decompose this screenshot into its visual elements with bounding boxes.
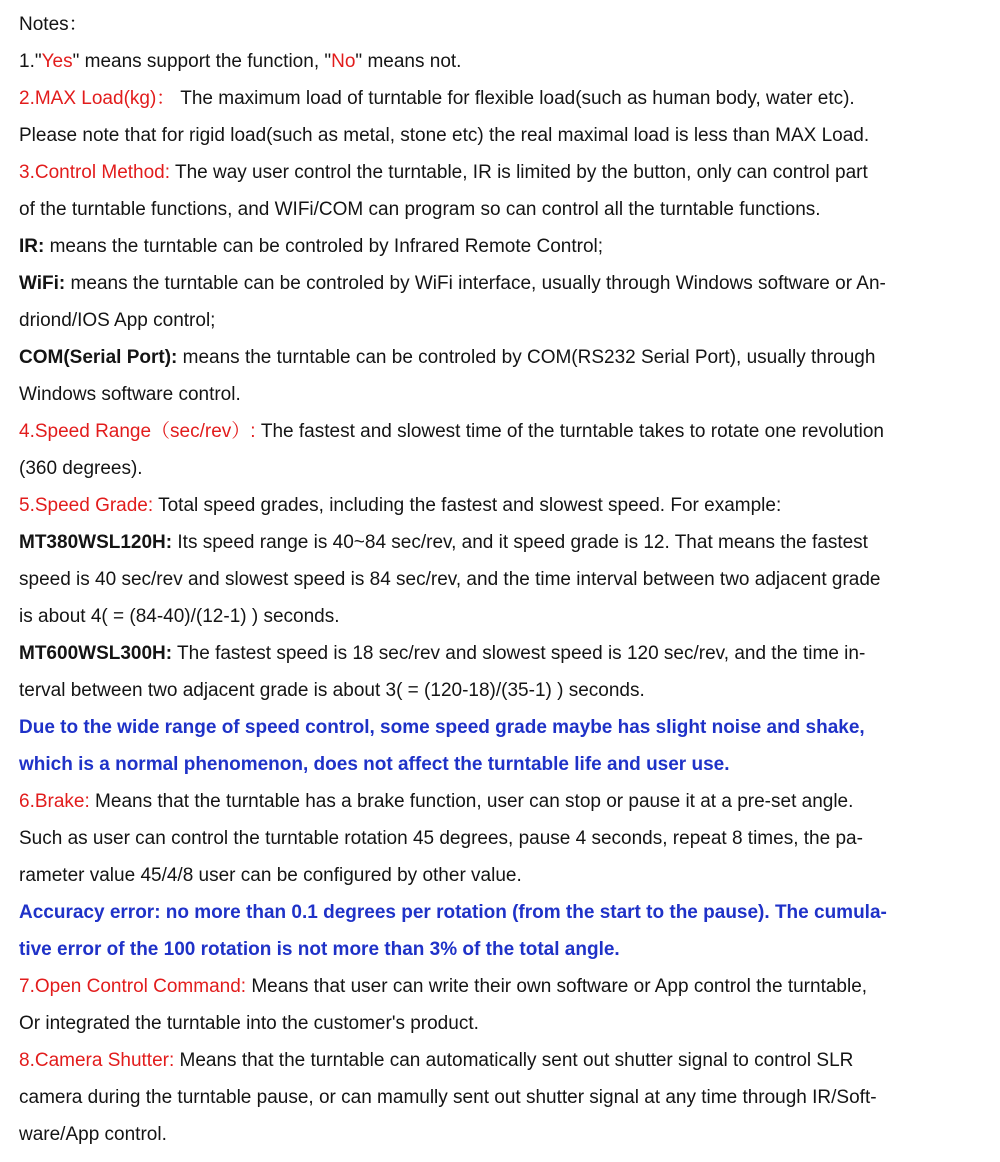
control-ir [19, 228, 994, 265]
note-8-camera-shutter-cont-2 [19, 1116, 994, 1153]
speed-grade-warning-1: Due to the wide range of speed control, some speed grade maybe has slight noise and shake, [19, 717, 865, 738]
brake-text-3: rameter value 45/4/8 user can be configured by other value. [19, 865, 522, 886]
note-1-tail: " means not. [355, 51, 462, 72]
example-1-text-2: speed is 40 sec/rev and slowest speed is 84 sec/rev, and the time interval between two adjacent grade [19, 569, 881, 590]
notes-heading-text: Notes： [19, 14, 88, 35]
speed-range-text-1: The fastest and slowest time of the turntable takes to rotate one revolution [255, 421, 884, 442]
note-8-camera-shutter-cont [19, 1079, 994, 1116]
brake-accuracy [19, 894, 994, 931]
note-1-lead: 1." [19, 51, 42, 72]
speed-grade-label: 5.Speed Grade: [19, 495, 154, 516]
max-load-label: 2.MAX Load(kg)： [19, 88, 176, 109]
speed-grade-warning [19, 709, 994, 746]
brake-label: 6.Brake: [19, 791, 90, 812]
note-3-control-method-cont [19, 191, 994, 228]
example-1-text-3: is about 4( = (84-40)/(12-1) ) seconds. [19, 606, 340, 627]
note-7-open-control [19, 968, 994, 1005]
speed-grade-example-1-cont-2 [19, 598, 994, 635]
note-4-speed-range [19, 413, 994, 450]
camera-shutter-text-3: ware/App control. [19, 1124, 167, 1145]
control-method-label: 3.Control Method: [19, 162, 171, 183]
max-load-text-2: Please note that for rigid load(such as metal, stone etc) the real maximal load is less than MAX Load. [19, 125, 870, 146]
note-1-yes-no [19, 43, 994, 80]
note-8-camera-shutter [19, 1042, 994, 1079]
control-wifi [19, 265, 994, 302]
note-5-speed-grade [19, 487, 994, 524]
open-control-label: 7.Open Control Command: [19, 976, 247, 997]
speed-grade-example-2 [19, 635, 994, 672]
wifi-label: WiFi: [19, 273, 66, 294]
note-7-open-control-cont [19, 1005, 994, 1042]
note-6-brake-cont [19, 820, 994, 857]
brake-accuracy-cont [19, 931, 994, 968]
camera-shutter-label: 8.Camera Shutter: [19, 1050, 175, 1071]
note-6-brake [19, 783, 994, 820]
control-com-cont [19, 376, 994, 413]
speed-range-text-2: (360 degrees). [19, 458, 143, 479]
notes-document [19, 6, 994, 1153]
note-1-mid: " means support the function, " [72, 51, 332, 72]
example-2-model: MT600WSL300H: [19, 643, 173, 664]
ir-text: means the turntable can be controled by Infrared Remote Control; [44, 236, 604, 257]
speed-grade-example-2-cont [19, 672, 994, 709]
control-wifi-cont [19, 302, 994, 339]
note-2-max-load-cont [19, 117, 994, 154]
control-method-text-1: The way user control the turntable, IR is limited by the button, only can control part [170, 162, 868, 183]
speed-grade-example-1 [19, 524, 994, 561]
com-label: COM(Serial Port): [19, 347, 178, 368]
note-6-brake-cont-2 [19, 857, 994, 894]
note-4-speed-range-cont [19, 450, 994, 487]
camera-shutter-text-1: Means that the turntable can automatically sent out shutter signal to control SLR [174, 1050, 854, 1071]
note-2-max-load [19, 80, 994, 117]
speed-grade-example-1-cont [19, 561, 994, 598]
control-com [19, 339, 994, 376]
control-method-text-2: of the turntable functions, and WIFi/COM can program so can control all the turntable functions. [19, 199, 821, 220]
ir-label: IR: [19, 236, 45, 257]
example-2-text-1: The fastest speed is 18 sec/rev and slowest speed is 120 sec/rev, and the time in- [172, 643, 866, 664]
speed-grade-warning-2: which is a normal phenomenon, does not affect the turntable life and user use. [19, 754, 730, 775]
speed-grade-text: Total speed grades, including the fastest and slowest speed. For example: [153, 495, 782, 516]
yes-keyword: Yes [41, 51, 73, 72]
note-3-control-method [19, 154, 994, 191]
camera-shutter-text-2: camera during the turntable pause, or can mamully sent out shutter signal at any time through IR/Soft- [19, 1087, 877, 1108]
accuracy-text-1: Accuracy error: no more than 0.1 degrees per rotation (from the start to the pause). The cumula- [19, 902, 887, 923]
speed-range-label: 4.Speed Range（sec/rev）: [19, 421, 256, 442]
wifi-text-2: driond/IOS App control; [19, 310, 216, 331]
example-2-text-2: terval between two adjacent grade is about 3( = (120-18)/(35-1) ) seconds. [19, 680, 645, 701]
example-1-text-1: Its speed range is 40~84 sec/rev, and it speed grade is 12. That means the fastest [172, 532, 868, 553]
accuracy-text-2: tive error of the 100 rotation is not more than 3% of the total angle. [19, 939, 620, 960]
brake-text-2: Such as user can control the turntable rotation 45 degrees, pause 4 seconds, repeat 8 times, the pa- [19, 828, 863, 849]
brake-text-1: Means that the turntable has a brake function, user can stop or pause it at a pre-set angle. [89, 791, 854, 812]
open-control-text-2: Or integrated the turntable into the customer's product. [19, 1013, 479, 1034]
no-keyword: No [331, 51, 356, 72]
notes-heading [19, 6, 994, 43]
com-text-2: Windows software control. [19, 384, 241, 405]
example-1-model: MT380WSL120H: [19, 532, 173, 553]
wifi-text-1: means the turntable can be controled by WiFi interface, usually through Windows software or An- [65, 273, 886, 294]
com-text-1: means the turntable can be controled by COM(RS232 Serial Port), usually through [177, 347, 876, 368]
speed-grade-warning-cont [19, 746, 994, 783]
open-control-text-1: Means that user can write their own software or App control the turntable, [246, 976, 868, 997]
max-load-text-1: The maximum load of turntable for flexible load(such as human body, water etc). [175, 88, 855, 109]
